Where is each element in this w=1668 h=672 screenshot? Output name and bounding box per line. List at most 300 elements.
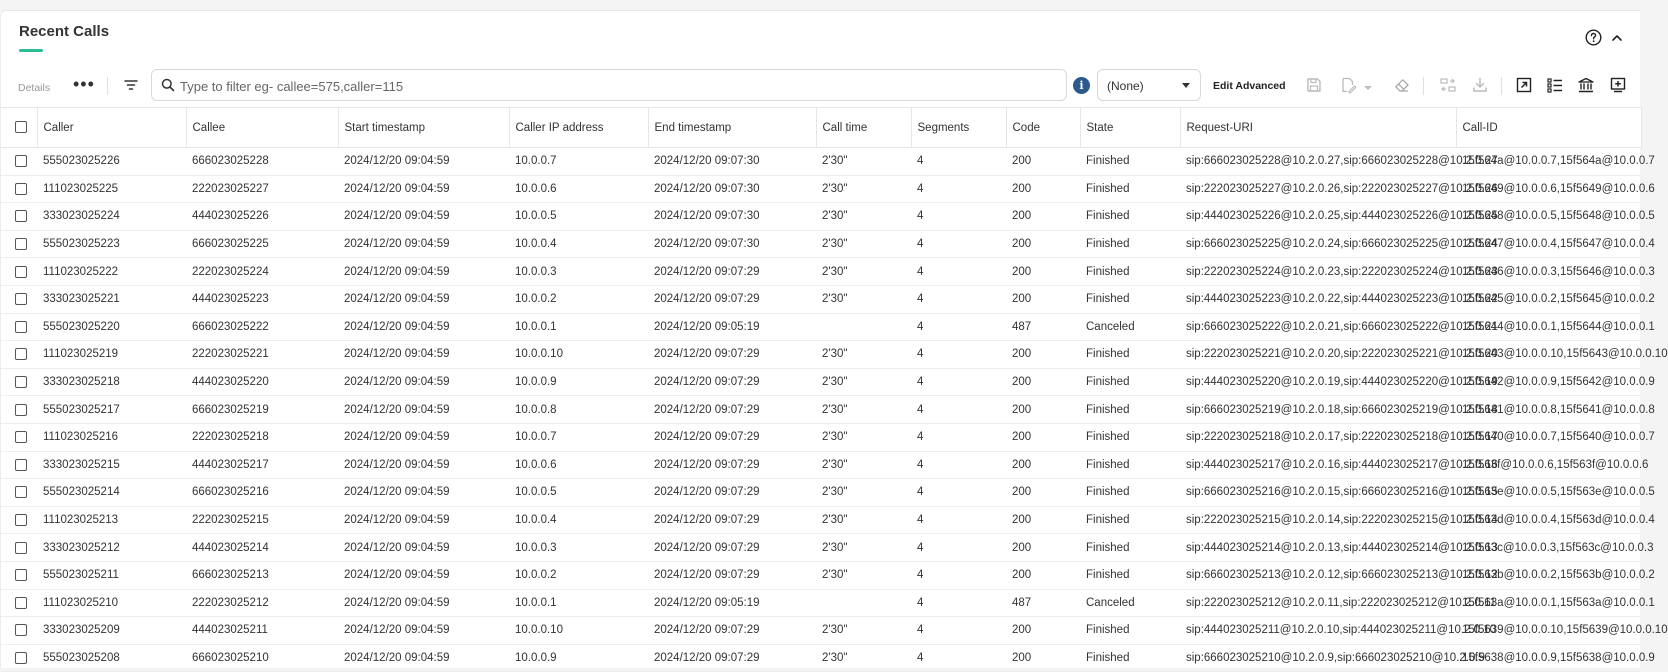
table-cell: 666023025210: [186, 644, 338, 672]
table-row[interactable]: [1, 175, 1641, 203]
title-underline: [19, 49, 43, 52]
table-cell: 10.0.0.10: [509, 341, 648, 369]
table-cell: 2024/12/20 09:04:59: [338, 285, 509, 313]
table-cell: 2024/12/20 09:04:59: [338, 534, 509, 562]
table-cell: 111023025216: [37, 423, 186, 451]
row-checkbox-cell[interactable]: [1, 368, 37, 396]
table-cell: 444023025223: [186, 285, 338, 313]
column-header[interactable]: Caller: [37, 108, 186, 148]
table-cell: 2024/12/20 09:07:29: [648, 341, 816, 369]
row-checkbox-cell[interactable]: [1, 258, 37, 286]
table-cell: 2'30": [816, 175, 911, 203]
table-cell: 444023025226: [186, 203, 338, 231]
panel-header-actions: [1585, 29, 1624, 46]
toolbar-divider: [1423, 77, 1424, 95]
table-cell: 2024/12/20 09:04:59: [338, 203, 509, 231]
table-cell: 15f563b@10.0.0.2,15f563b@10.0.0.2: [1456, 561, 1641, 589]
table-cell: 200: [1006, 506, 1080, 534]
table-cell: 2'30": [816, 341, 911, 369]
table-row[interactable]: [1, 258, 1641, 286]
column-header[interactable]: State: [1080, 108, 1180, 148]
table-cell: 200: [1006, 644, 1080, 672]
table-cell: 4: [911, 203, 1006, 231]
download-icon[interactable]: [1471, 76, 1489, 97]
table-cell: 555023025220: [37, 313, 186, 341]
table-cell: 2024/12/20 09:04:59: [338, 148, 509, 176]
row-checkbox[interactable]: [15, 404, 27, 416]
table-cell: 2'30": [816, 561, 911, 589]
table-cell: 444023025211: [186, 617, 338, 645]
table-cell: 2'30": [816, 617, 911, 645]
table-cell: 200: [1006, 561, 1080, 589]
chevron-down-icon[interactable]: [1363, 81, 1373, 95]
table-cell: sip:444023025214@10.2.0.13,sip:444023025214@10.2.0.13: [1180, 534, 1456, 562]
table-cell: 555023025223: [37, 230, 186, 258]
table-cell: 200: [1006, 203, 1080, 231]
table-cell: 2024/12/20 09:07:30: [648, 230, 816, 258]
table-cell: Finished: [1080, 617, 1180, 645]
row-checkbox-cell[interactable]: [1, 313, 37, 341]
table-cell: 10.0.0.10: [509, 617, 648, 645]
help-icon[interactable]: [1585, 29, 1602, 46]
table-cell: 555023025208: [37, 644, 186, 672]
table-row[interactable]: [1, 396, 1641, 424]
table-cell: Finished: [1080, 561, 1180, 589]
column-header[interactable]: End timestamp: [648, 108, 816, 148]
table-cell: 4: [911, 589, 1006, 617]
table-cell: 2024/12/20 09:07:30: [648, 148, 816, 176]
table-row[interactable]: [1, 561, 1641, 589]
eraser-icon[interactable]: [1393, 76, 1411, 97]
table-row[interactable]: [1, 534, 1641, 562]
table-cell: 2024/12/20 09:04:59: [338, 175, 509, 203]
table-cell: sip:222023025221@10.2.0.20,sip:222023025221@10.2.0.20: [1180, 341, 1456, 369]
toolbar: [1, 69, 1641, 103]
row-checkbox-cell[interactable]: [1, 589, 37, 617]
search-box[interactable]: [151, 69, 1067, 101]
table-cell: sip:222023025215@10.2.0.14,sip:222023025215@10.2.0.14: [1180, 506, 1456, 534]
table-cell: 10.0.0.7: [509, 148, 648, 176]
table-cell: 666023025225: [186, 230, 338, 258]
table-cell: 2024/12/20 09:07:29: [648, 451, 816, 479]
table-cell: 200: [1006, 451, 1080, 479]
table-cell: 2024/12/20 09:07:29: [648, 479, 816, 507]
recent-calls-panel: [0, 10, 1668, 668]
table-cell: sip:444023025226@10.2.0.25,sip:444023025226@10.2.0.25: [1180, 203, 1456, 231]
table-cell: 4: [911, 506, 1006, 534]
row-checkbox-cell[interactable]: [1, 423, 37, 451]
table-cell: 222023025212: [186, 589, 338, 617]
table-cell: sip:666023025222@10.2.0.21,sip:666023025222@10.2.0.21: [1180, 313, 1456, 341]
edit-advanced-button[interactable]: Edit Advanced: [1213, 80, 1286, 92]
table-row[interactable]: [1, 148, 1641, 176]
table-cell: 15f563d@10.0.0.4,15f563d@10.0.0.4: [1456, 506, 1641, 534]
table-row[interactable]: [1, 341, 1641, 369]
row-checkbox[interactable]: [15, 569, 27, 581]
table-cell: 15f563c@10.0.0.3,15f563c@10.0.0.3: [1456, 534, 1641, 562]
table-cell: 200: [1006, 175, 1080, 203]
table-row[interactable]: [1, 451, 1641, 479]
filter-icon[interactable]: [123, 77, 139, 96]
table-cell: 15f5645@10.0.0.2,15f5645@10.0.0.2: [1456, 285, 1641, 313]
row-checkbox-cell[interactable]: [1, 396, 37, 424]
table-cell: 200: [1006, 148, 1080, 176]
table-cell: 2024/12/20 09:04:59: [338, 617, 509, 645]
table-cell: 10.0.0.3: [509, 258, 648, 286]
table-cell: 10.0.0.7: [509, 423, 648, 451]
table-cell: 2024/12/20 09:07:29: [648, 423, 816, 451]
table-cell: 222023025221: [186, 341, 338, 369]
table-cell: Finished: [1080, 451, 1180, 479]
table-cell: 10.0.0.1: [509, 313, 648, 341]
table-cell: 222023025215: [186, 506, 338, 534]
column-header[interactable]: Start timestamp: [338, 108, 509, 148]
table-cell: 2024/12/20 09:04:59: [338, 313, 509, 341]
edit-document-icon[interactable]: [1339, 76, 1357, 97]
row-checkbox-cell[interactable]: [1, 285, 37, 313]
table-cell: 2'30": [816, 368, 911, 396]
table-cell: Finished: [1080, 285, 1180, 313]
table-cell: Finished: [1080, 230, 1180, 258]
toolbar-divider: [1501, 77, 1502, 95]
row-checkbox[interactable]: [15, 321, 27, 333]
table-cell: 2024/12/20 09:07:29: [648, 534, 816, 562]
row-checkbox-cell[interactable]: [1, 506, 37, 534]
table-cell: Canceled: [1080, 589, 1180, 617]
table-cell: 111023025222: [37, 258, 186, 286]
table-cell: 2024/12/20 09:07:29: [648, 285, 816, 313]
row-checkbox-cell[interactable]: [1, 534, 37, 562]
table-cell: 444023025214: [186, 534, 338, 562]
table-cell: 4: [911, 148, 1006, 176]
table-cell: 2'30": [816, 534, 911, 562]
bank-icon[interactable]: [1577, 76, 1595, 97]
table-cell: 2024/12/20 09:04:59: [338, 561, 509, 589]
table-cell: 2024/12/20 09:07:30: [648, 203, 816, 231]
table-cell: 333023025224: [37, 203, 186, 231]
view-select[interactable]: [1097, 69, 1201, 101]
table-cell: 555023025226: [37, 148, 186, 176]
table-cell: 10.0.0.3: [509, 534, 648, 562]
table-cell: Finished: [1080, 203, 1180, 231]
table-cell: 4: [911, 368, 1006, 396]
table-cell: 4: [911, 313, 1006, 341]
table-cell: sip:444023025211@10.2.0.10,sip:444023025211@10.2.0.10: [1180, 617, 1456, 645]
table-cell: 10.0.0.2: [509, 561, 648, 589]
table-cell: Finished: [1080, 534, 1180, 562]
table-cell: 10.0.0.5: [509, 479, 648, 507]
table-cell: 4: [911, 396, 1006, 424]
table-cell: 487: [1006, 589, 1080, 617]
row-checkbox-cell[interactable]: [1, 203, 37, 231]
row-checkbox[interactable]: [15, 459, 27, 471]
table-cell: 4: [911, 258, 1006, 286]
row-checkbox[interactable]: [15, 652, 27, 664]
table-cell: 4: [911, 479, 1006, 507]
table-cell: 200: [1006, 368, 1080, 396]
row-checkbox-cell[interactable]: [1, 175, 37, 203]
table-row[interactable]: [1, 203, 1641, 231]
open-external-icon[interactable]: [1515, 76, 1533, 97]
table-cell: 15f5639@10.0.0.10,15f5639@10.0.0.10: [1456, 617, 1641, 645]
column-header[interactable]: Caller IP address: [509, 108, 648, 148]
table-cell: 200: [1006, 341, 1080, 369]
info-icon[interactable]: i: [1073, 77, 1090, 94]
row-checkbox-cell[interactable]: [1, 644, 37, 672]
panel-title: Recent Calls: [19, 23, 110, 40]
table-cell: Finished: [1080, 423, 1180, 451]
add-panel-icon[interactable]: [1609, 76, 1627, 97]
table-cell: 111023025225: [37, 175, 186, 203]
row-checkbox[interactable]: [15, 210, 27, 222]
table-cell: 200: [1006, 479, 1080, 507]
table-row[interactable]: [1, 644, 1641, 672]
table-cell: sip:222023025218@10.2.0.17,sip:222023025218@10.2.0.17: [1180, 423, 1456, 451]
row-checkbox-cell[interactable]: [1, 479, 37, 507]
row-checkbox[interactable]: [15, 238, 27, 250]
compare-icon[interactable]: [1439, 76, 1457, 97]
table-cell: sip:666023025219@10.2.0.18,sip:666023025219@10.2.0.18: [1180, 396, 1456, 424]
table-cell: Finished: [1080, 148, 1180, 176]
table-cell: 4: [911, 644, 1006, 672]
table-cell: 222023025224: [186, 258, 338, 286]
row-checkbox-cell[interactable]: [1, 617, 37, 645]
table-cell: sip:444023025223@10.2.0.22,sip:444023025223@10.2.0.22: [1180, 285, 1456, 313]
table-cell: sip:666023025210@10.2.0.9,sip:666023025210@10.2.0.9: [1180, 644, 1456, 672]
table-cell: 2024/12/20 09:07:29: [648, 368, 816, 396]
table-cell: 2024/12/20 09:04:59: [338, 396, 509, 424]
search-input[interactable]: [180, 76, 1040, 96]
table-cell: 2024/12/20 09:07:29: [648, 396, 816, 424]
table-cell: sip:666023025228@10.2.0.27,sip:666023025228@10.2.0.27: [1180, 148, 1456, 176]
table-cell: 200: [1006, 423, 1080, 451]
column-header[interactable]: Call-ID: [1456, 108, 1641, 148]
table-cell: sip:444023025220@10.2.0.19,sip:444023025220@10.2.0.19: [1180, 368, 1456, 396]
toolbar-divider: [107, 77, 108, 95]
table-cell: 444023025220: [186, 368, 338, 396]
row-checkbox-cell[interactable]: [1, 341, 37, 369]
table-cell: 666023025228: [186, 148, 338, 176]
column-header[interactable]: Callee: [186, 108, 338, 148]
table-cell: 2024/12/20 09:04:59: [338, 644, 509, 672]
table-cell: sip:222023025224@10.2.0.23,sip:222023025224@10.2.0.23: [1180, 258, 1456, 286]
table-cell: 487: [1006, 313, 1080, 341]
table-cell: 555023025211: [37, 561, 186, 589]
table-cell: 2024/12/20 09:04:59: [338, 423, 509, 451]
table-cell: 4: [911, 534, 1006, 562]
table-cell: 15f563a@10.0.0.1,15f563a@10.0.0.1: [1456, 589, 1641, 617]
table-cell: 200: [1006, 617, 1080, 645]
row-checkbox-cell[interactable]: [1, 451, 37, 479]
table-cell: 333023025221: [37, 285, 186, 313]
table-cell: 10.0.0.5: [509, 203, 648, 231]
table-cell: sip:666023025225@10.2.0.24,sip:666023025225@10.2.0.24: [1180, 230, 1456, 258]
save-icon[interactable]: [1305, 76, 1323, 97]
table-cell: 2'30": [816, 423, 911, 451]
table-cell: [816, 313, 911, 341]
table-cell: 15f5643@10.0.0.10,15f5643@10.0.0.10: [1456, 341, 1641, 369]
table-cell: 2'30": [816, 285, 911, 313]
table-cell: 15f5640@10.0.0.7,15f5640@10.0.0.7: [1456, 423, 1641, 451]
table-cell: 2024/12/20 09:04:59: [338, 230, 509, 258]
table-cell: 15f5644@10.0.0.1,15f5644@10.0.0.1: [1456, 313, 1641, 341]
table-cell: 2024/12/20 09:04:59: [338, 258, 509, 286]
table-cell: 111023025219: [37, 341, 186, 369]
row-checkbox[interactable]: [15, 486, 27, 498]
table-cell: 333023025209: [37, 617, 186, 645]
details-button[interactable]: Details: [18, 82, 51, 94]
table-cell: 200: [1006, 285, 1080, 313]
row-checkbox[interactable]: [15, 542, 27, 554]
table-cell: Finished: [1080, 368, 1180, 396]
row-checkbox[interactable]: [15, 183, 27, 195]
table-cell: 2024/12/20 09:05:19: [648, 313, 816, 341]
table-cell: 444023025217: [186, 451, 338, 479]
table-cell: 10.0.0.2: [509, 285, 648, 313]
table-cell: 2'30": [816, 258, 911, 286]
table-cell: Finished: [1080, 341, 1180, 369]
table-cell: 200: [1006, 534, 1080, 562]
table-cell: 2024/12/20 09:04:59: [338, 589, 509, 617]
column-header[interactable]: Code: [1006, 108, 1080, 148]
table-cell: 2024/12/20 09:07:30: [648, 175, 816, 203]
table-cell: 222023025227: [186, 175, 338, 203]
table-cell: 2'30": [816, 396, 911, 424]
table-cell: 2024/12/20 09:05:19: [648, 589, 816, 617]
table-cell: 10.0.0.6: [509, 451, 648, 479]
table-cell: 15f5648@10.0.0.5,15f5648@10.0.0.5: [1456, 203, 1641, 231]
table-cell: Finished: [1080, 175, 1180, 203]
table-cell: 555023025214: [37, 479, 186, 507]
table-cell: 111023025213: [37, 506, 186, 534]
table-cell: 10.0.0.9: [509, 368, 648, 396]
table-cell: [816, 589, 911, 617]
table-cell: 4: [911, 561, 1006, 589]
table-cell: 200: [1006, 396, 1080, 424]
table-cell: 666023025213: [186, 561, 338, 589]
table-cell: sip:222023025227@10.2.0.26,sip:222023025227@10.2.0.26: [1180, 175, 1456, 203]
table-cell: 15f5646@10.0.0.3,15f5646@10.0.0.3: [1456, 258, 1641, 286]
table-row[interactable]: [1, 589, 1641, 617]
row-checkbox[interactable]: [15, 266, 27, 278]
table-cell: 10.0.0.4: [509, 230, 648, 258]
table-row[interactable]: [1, 617, 1641, 645]
table-cell: 200: [1006, 230, 1080, 258]
table-row[interactable]: [1, 285, 1641, 313]
table-cell: 2024/12/20 09:07:29: [648, 617, 816, 645]
table-row[interactable]: [1, 368, 1641, 396]
table-cell: Finished: [1080, 644, 1180, 672]
table-cell: 200: [1006, 258, 1080, 286]
table-cell: 15f563f@10.0.0.6,15f563f@10.0.0.6: [1456, 451, 1641, 479]
table-row[interactable]: [1, 479, 1641, 507]
row-checkbox[interactable]: [15, 514, 27, 526]
collapse-chevron-up-icon[interactable]: [1610, 31, 1624, 45]
select-all-checkbox[interactable]: [15, 121, 27, 133]
table-cell: 111023025210: [37, 589, 186, 617]
table-cell: 4: [911, 617, 1006, 645]
table-row[interactable]: [1, 506, 1641, 534]
table-cell: 2024/12/20 09:04:59: [338, 451, 509, 479]
row-checkbox[interactable]: [15, 376, 27, 388]
table-cell: Finished: [1080, 258, 1180, 286]
table-cell: 4: [911, 285, 1006, 313]
column-header[interactable]: Call time: [816, 108, 911, 148]
table-cell: 15f5647@10.0.0.4,15f5647@10.0.0.4: [1456, 230, 1641, 258]
column-header[interactable]: Request-URI: [1180, 108, 1456, 148]
table-cell: 10.0.0.8: [509, 396, 648, 424]
table-cell: 10.0.0.4: [509, 506, 648, 534]
table-cell: 2'30": [816, 644, 911, 672]
table-cell: 2024/12/20 09:07:29: [648, 258, 816, 286]
list-view-icon[interactable]: [1546, 76, 1564, 97]
table-cell: 2'30": [816, 451, 911, 479]
row-checkbox[interactable]: [15, 597, 27, 609]
table-cell: sip:666023025216@10.2.0.15,sip:666023025216@10.2.0.15: [1180, 479, 1456, 507]
table-cell: 15f563e@10.0.0.5,15f563e@10.0.0.5: [1456, 479, 1641, 507]
table-cell: 2024/12/20 09:07:29: [648, 644, 816, 672]
table-cell: 2024/12/20 09:04:59: [338, 368, 509, 396]
calls-table: [1, 107, 1668, 672]
table-cell: 15f5649@10.0.0.6,15f5649@10.0.0.6: [1456, 175, 1641, 203]
table-cell: 4: [911, 230, 1006, 258]
row-checkbox[interactable]: [15, 155, 27, 167]
table-cell: 4: [911, 341, 1006, 369]
table-cell: 2'30": [816, 148, 911, 176]
table-cell: 2024/12/20 09:04:59: [338, 506, 509, 534]
table-cell: 10.0.0.6: [509, 175, 648, 203]
more-options-button[interactable]: •••: [73, 74, 95, 94]
table-cell: 4: [911, 423, 1006, 451]
table-cell: 2'30": [816, 506, 911, 534]
table-cell: 2'30": [816, 230, 911, 258]
table-cell: 222023025218: [186, 423, 338, 451]
table-cell: 4: [911, 175, 1006, 203]
table-row[interactable]: [1, 230, 1641, 258]
row-checkbox[interactable]: [15, 293, 27, 305]
table-cell: 2024/12/20 09:07:29: [648, 506, 816, 534]
table-cell: sip:444023025217@10.2.0.16,sip:444023025217@10.2.0.16: [1180, 451, 1456, 479]
row-checkbox[interactable]: [15, 348, 27, 360]
table-header-row: [1, 108, 1641, 148]
table-cell: 15f564a@10.0.0.7,15f564a@10.0.0.7: [1456, 148, 1641, 176]
table-cell: 555023025217: [37, 396, 186, 424]
row-checkbox-cell[interactable]: [1, 561, 37, 589]
table-row[interactable]: [1, 423, 1641, 451]
table-cell: sip:222023025212@10.2.0.11,sip:222023025212@10.2.0.11: [1180, 589, 1456, 617]
table-cell: Finished: [1080, 396, 1180, 424]
column-header[interactable]: Segments: [911, 108, 1006, 148]
table-cell: 2024/12/20 09:04:59: [338, 341, 509, 369]
table-cell: 4: [911, 451, 1006, 479]
table-cell: 15f5642@10.0.0.9,15f5642@10.0.0.9: [1456, 368, 1641, 396]
table-cell: 2024/12/20 09:04:59: [338, 479, 509, 507]
table-cell: 15f5641@10.0.0.8,15f5641@10.0.0.8: [1456, 396, 1641, 424]
table-cell: 333023025215: [37, 451, 186, 479]
table-cell: 666023025216: [186, 479, 338, 507]
table-row[interactable]: [1, 313, 1641, 341]
row-checkbox[interactable]: [15, 624, 27, 636]
select-all-checkbox-cell[interactable]: [1, 108, 37, 148]
table-cell: Finished: [1080, 479, 1180, 507]
row-checkbox-cell[interactable]: [1, 148, 37, 176]
chevron-down-icon: [1182, 83, 1190, 88]
table-cell: 2'30": [816, 203, 911, 231]
table-cell: 10.0.0.1: [509, 589, 648, 617]
row-checkbox-cell[interactable]: [1, 230, 37, 258]
row-checkbox[interactable]: [15, 431, 27, 443]
table-cell: Canceled: [1080, 313, 1180, 341]
